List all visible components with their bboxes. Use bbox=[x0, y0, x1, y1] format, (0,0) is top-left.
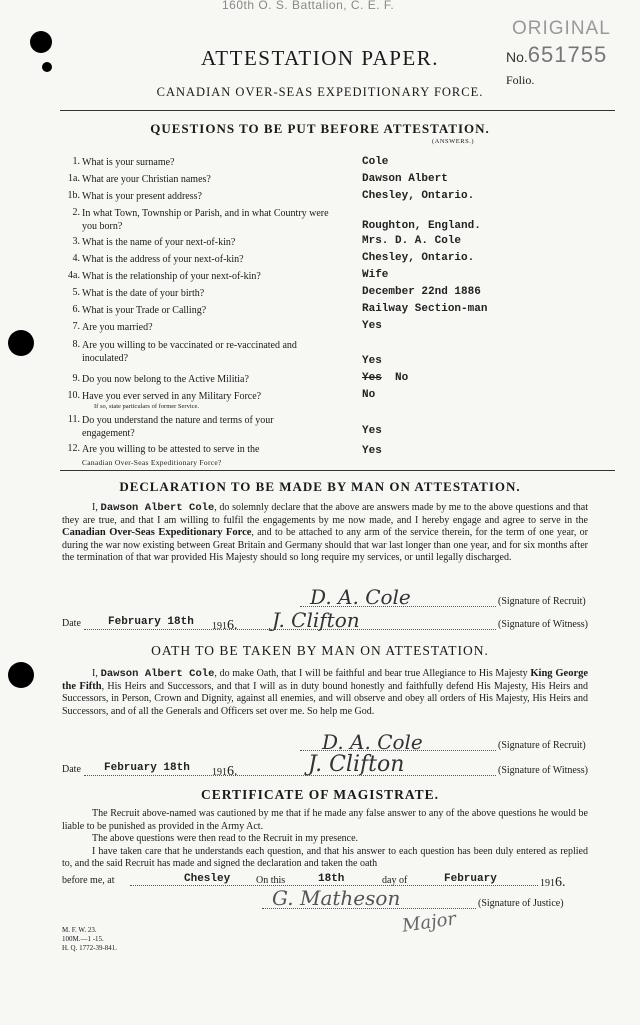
certificate-text bbox=[62, 808, 588, 871]
form-reference bbox=[62, 926, 117, 953]
original-stamp: ORIGINAL bbox=[512, 18, 611, 39]
oath-year bbox=[212, 764, 238, 780]
day: 18th bbox=[318, 873, 345, 885]
question-number: 3. bbox=[72, 236, 80, 247]
place: Chesley bbox=[184, 873, 231, 885]
month: February bbox=[444, 873, 497, 885]
justice-signature-label: (Signature of Justice) bbox=[478, 898, 564, 909]
answer-address: Chesley, Ontario. bbox=[362, 190, 475, 202]
declaration-date-label: Date bbox=[62, 618, 81, 629]
question-text: What is the address of your next-of-kin? bbox=[82, 254, 244, 265]
oath-king: King George the Fifth bbox=[62, 668, 589, 692]
question-text: Are you willing to be vaccinated or re-vaccinated and inoculated? bbox=[82, 340, 297, 364]
question-text: What is your present address? bbox=[82, 191, 202, 202]
oath-prefix: I, bbox=[92, 668, 98, 679]
year-suffix: 6. bbox=[555, 875, 566, 890]
form-code: M. F. W. 23. bbox=[62, 926, 97, 934]
question-number: 1. bbox=[72, 156, 80, 167]
answer-vaccinated: Yes bbox=[362, 355, 382, 367]
oath-heading: OATH TO BE TAKEN BY MAN ON ATTESTATION. bbox=[151, 643, 489, 658]
oath-name: Dawson Albert Cole bbox=[100, 668, 215, 680]
battalion-stamp: 160th O. S. Battalion, C. E. F. bbox=[222, 0, 395, 12]
declaration-force: Canadian Over-Seas Expeditionary Force bbox=[62, 527, 252, 538]
answer-trade: Railway Section-man bbox=[362, 303, 488, 315]
question-text: What is the name of your next-of-kin? bbox=[82, 237, 236, 248]
witness-signature-2: J. Clifton bbox=[308, 752, 405, 777]
answer-understand-terms: Yes bbox=[362, 425, 382, 437]
question-number: 4. bbox=[72, 253, 80, 264]
question-text: Do you understand the nature and terms of your engagement? bbox=[82, 415, 274, 439]
before-me-label: before me, at bbox=[62, 875, 115, 886]
question-text: What is the relationship of your next-of-kin? bbox=[82, 271, 261, 282]
hq-reference: H. Q. 1772-39-841. bbox=[62, 944, 118, 952]
question-number: 12. bbox=[67, 443, 80, 454]
question-number: 4a. bbox=[68, 270, 80, 281]
document-subtitle: CANADIAN OVER-SEAS EXPEDITIONARY FORCE. bbox=[156, 85, 484, 99]
recruit-signature-label-1: (Signature of Recruit) bbox=[498, 596, 586, 607]
year-suffix: 6. bbox=[227, 618, 238, 633]
date-line bbox=[84, 775, 496, 776]
number-prefix: No. bbox=[506, 49, 528, 65]
witness-signature-label-1: (Signature of Witness) bbox=[498, 619, 588, 630]
justice-signature: G. Matheson bbox=[272, 886, 401, 910]
answer-married: Yes bbox=[362, 320, 382, 332]
question-text: What is your surname? bbox=[82, 157, 175, 168]
question-number: 8. bbox=[72, 339, 80, 350]
certificate-para-2: The above questions were then read to the Recruit in my presence. bbox=[92, 833, 359, 844]
declaration-heading: DECLARATION TO BE MADE BY MAN ON ATTESTATION. bbox=[119, 479, 521, 494]
question-number: 7. bbox=[72, 321, 80, 332]
justice-rank: Major bbox=[400, 908, 458, 937]
witness-signature-1: J. Clifton bbox=[272, 608, 360, 632]
question-text: What is the date of your birth? bbox=[82, 288, 205, 299]
document-title: ATTESTATION PAPER. bbox=[200, 46, 440, 70]
declaration-text-1: , do solemnly declare that the above are answers made by me to the above questions and that they are true, and that I am willing to fulfil the engagements by me now made, and I hereby engage and agree to serve in the bbox=[62, 502, 589, 526]
oath-text-2: , His Heirs and Successors, and that I will as in duty bound honestly and faithfully defend His Majesty, His Heirs and Successors, in Person, Crown and Dignity, against all enemies, and will observe and obey all orders of His Majesty, His Heirs and Successors, and of all the Generals and Officers set over me. So help me God. bbox=[62, 680, 588, 717]
answer-kin-address: Chesley, Ontario. bbox=[362, 252, 475, 264]
declaration-text-2: , and to be attached to any arm of the service therein, for the term of one year, or during the war now existing between Great Britain and Germany should that war last longer than one year, and for six months after the termination of that war provided His Majesty should so long require my services, or until legally discharged. bbox=[62, 527, 588, 563]
signature-line bbox=[300, 750, 496, 751]
certificate-heading: CERTIFICATE OF MAGISTRATE. bbox=[201, 787, 439, 802]
question-number: 1b. bbox=[67, 190, 80, 201]
oath-text bbox=[62, 668, 588, 718]
certificate-para-3: I have taken care that he understands each question, and that his answer to each question has been duly entered as replied to, and the said Recruit has made and signed the declaration and taken the oath bbox=[62, 845, 588, 869]
recruit-signature-1: D. A. Cole bbox=[310, 585, 411, 609]
declaration-prefix: I, bbox=[92, 502, 98, 513]
answer-relationship: Wife bbox=[362, 269, 389, 281]
witness-signature-label-2: (Signature of Witness) bbox=[498, 765, 588, 776]
year-prefix: 191 bbox=[212, 621, 227, 632]
question-note: If so, state particulars of former Service. bbox=[94, 403, 200, 410]
answer-military-force: No bbox=[362, 389, 376, 401]
answers-label: (ANSWERS.) bbox=[432, 138, 475, 145]
divider bbox=[60, 110, 615, 111]
recruit-signature-label-2: (Signature of Recruit) bbox=[498, 740, 586, 751]
question-number: 2. bbox=[72, 207, 80, 218]
answer-birthplace: Roughton, England. bbox=[362, 220, 481, 232]
answer-militia bbox=[362, 372, 408, 384]
signature-line bbox=[300, 606, 496, 607]
oath-date: February 18th bbox=[104, 762, 190, 774]
question-main-text: Have you ever served in any Military Force? bbox=[82, 391, 262, 402]
question-text: Are you married? bbox=[82, 322, 153, 333]
answer-birth-date: December 22nd 1886 bbox=[362, 286, 481, 298]
question-text: What are your Christian names? bbox=[82, 174, 211, 185]
answer-surname: Cole bbox=[362, 156, 389, 168]
answer-value: No bbox=[395, 372, 409, 384]
number-value: 651755 bbox=[527, 42, 608, 67]
divider bbox=[60, 470, 615, 471]
folio-label: Folio. bbox=[506, 73, 535, 87]
date-line bbox=[84, 629, 496, 630]
recruit-signature-2: D. A. Cole bbox=[322, 730, 423, 754]
question-number: 9. bbox=[72, 373, 80, 384]
declaration-date: February 18th bbox=[108, 616, 194, 628]
oath-text-1: , do make Oath, that I will be faithful and bear true Allegiance to His Majesty bbox=[214, 668, 528, 679]
certificate-para-1: The Recruit above-named was cautioned by me that if he made any false answer to any of the above questions he would be liable to be punished as provided in the Army Act. bbox=[62, 808, 588, 832]
print-run: 100M.—1 -15. bbox=[62, 935, 104, 943]
question-main-text: Are you willing to be attested to serve in the bbox=[82, 444, 260, 455]
question-text bbox=[82, 390, 332, 411]
question-text: What is your Trade or Calling? bbox=[82, 305, 207, 316]
year-suffix: 6. bbox=[227, 764, 238, 779]
question-text: Do you now belong to the Active Militia? bbox=[82, 374, 249, 385]
certificate-year bbox=[540, 875, 566, 891]
declaration-text bbox=[62, 502, 588, 565]
year-prefix: 191 bbox=[540, 878, 555, 889]
day-of-label: day of bbox=[382, 875, 408, 886]
answer-willing-to-serve: Yes bbox=[362, 445, 382, 457]
oath-date-label: Date bbox=[62, 764, 81, 775]
question-number: 11. bbox=[67, 414, 80, 425]
punch-hole-middle bbox=[8, 330, 34, 356]
declaration-year bbox=[212, 618, 238, 634]
question-number: 6. bbox=[72, 304, 80, 315]
question-number: 10. bbox=[67, 390, 80, 401]
struck-answer: Yes bbox=[362, 372, 382, 384]
questions-heading: QUESTIONS TO BE PUT BEFORE ATTESTATION. bbox=[150, 121, 490, 136]
question-number: 1a. bbox=[68, 173, 80, 184]
question-number: 5. bbox=[72, 287, 80, 298]
declaration-name: Dawson Albert Cole bbox=[100, 502, 215, 514]
answer-christian-names: Dawson Albert bbox=[362, 173, 448, 185]
punch-hole-lower bbox=[8, 662, 34, 688]
answer-next-of-kin: Mrs. D. A. Cole bbox=[362, 235, 462, 247]
year-prefix: 191 bbox=[212, 767, 227, 778]
question-text: In what Town, Township or Parish, and in what Country were you born? bbox=[82, 208, 329, 232]
on-this-label: On this bbox=[256, 875, 286, 886]
question-caps-text: Canadian Over-Seas Expeditionary Force? bbox=[82, 458, 222, 467]
question-text bbox=[82, 443, 312, 469]
